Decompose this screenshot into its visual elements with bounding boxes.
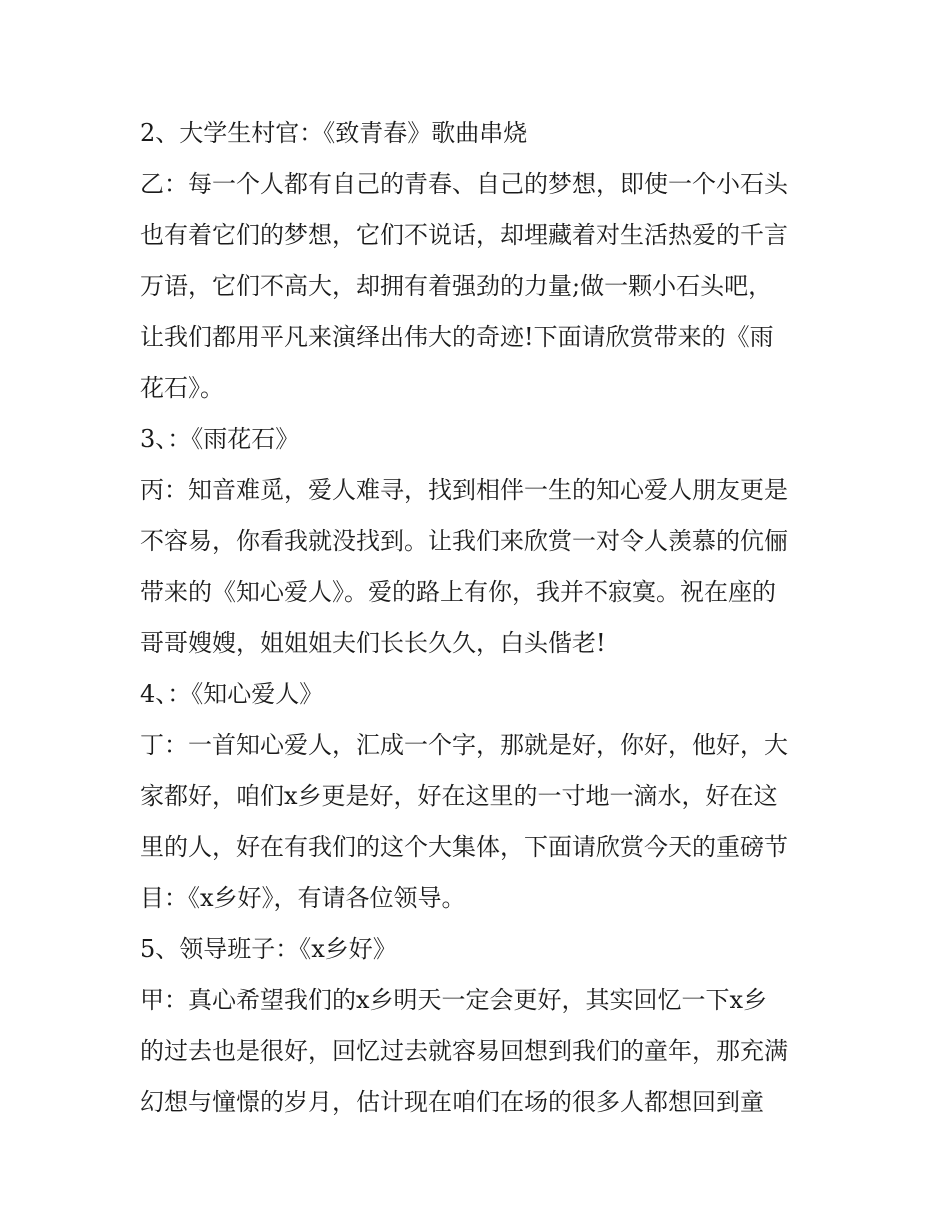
text-line: 甲：真心希望我们的x乡明天一定会更好，其实回忆一下x乡	[140, 986, 768, 1014]
text-line: 也有着它们的梦想，它们不说话，却埋藏着对生活热爱的千言	[140, 221, 788, 249]
document-body	[140, 108, 820, 1128]
text-line: 幻想与憧憬的岁月，估计现在咱们在场的很多人都想回到童	[140, 1088, 764, 1116]
text-line: 不容易，你看我就没找到。让我们来欣赏一对令人羡慕的伉俪	[140, 527, 788, 555]
text-line: 2、大学生村官：《致青春》歌曲串烧	[140, 119, 528, 147]
text-line: 的过去也是很好，回忆过去就容易回想到我们的童年，那充满	[140, 1037, 788, 1065]
text-line: 丁：一首知心爱人，汇成一个字，那就是好，你好，他好，大	[140, 731, 788, 759]
text-line: 花石》。	[140, 374, 224, 402]
text-line: 丙：知音难觅，爱人难寻，找到相伴一生的知心爱人朋友更是	[140, 476, 788, 504]
text-line: 乙：每一个人都有自己的青春、自己的梦想，即使一个小石头	[140, 170, 788, 198]
text-line: 带来的《知心爱人》。爱的路上有你，我并不寂寞。祝在座的	[140, 578, 776, 606]
text-line: 家都好，咱们x乡更是好，好在这里的一寸地一滴水，好在这	[140, 782, 778, 810]
text-line: 4、：《知心爱人》	[140, 680, 324, 708]
text-line: 5、领导班子：《x乡好》	[140, 935, 397, 963]
text-line: 3、：《雨花石》	[140, 425, 300, 453]
text-line: 目：《x乡好》，有请各位领导。	[140, 884, 466, 912]
text-line: 里的人，好在有我们的这个大集体，下面请欣赏今天的重磅节	[140, 833, 788, 861]
text-line: 哥哥嫂嫂，姐姐姐夫们长长久久，白头偕老!	[140, 629, 606, 657]
text-line: 让我们都用平凡来演绎出伟大的奇迹!下面请欣赏带来的《雨	[140, 323, 774, 351]
text-line: 万语，它们不高大，却拥有着强劲的力量;做一颗小石头吧，	[140, 272, 773, 300]
